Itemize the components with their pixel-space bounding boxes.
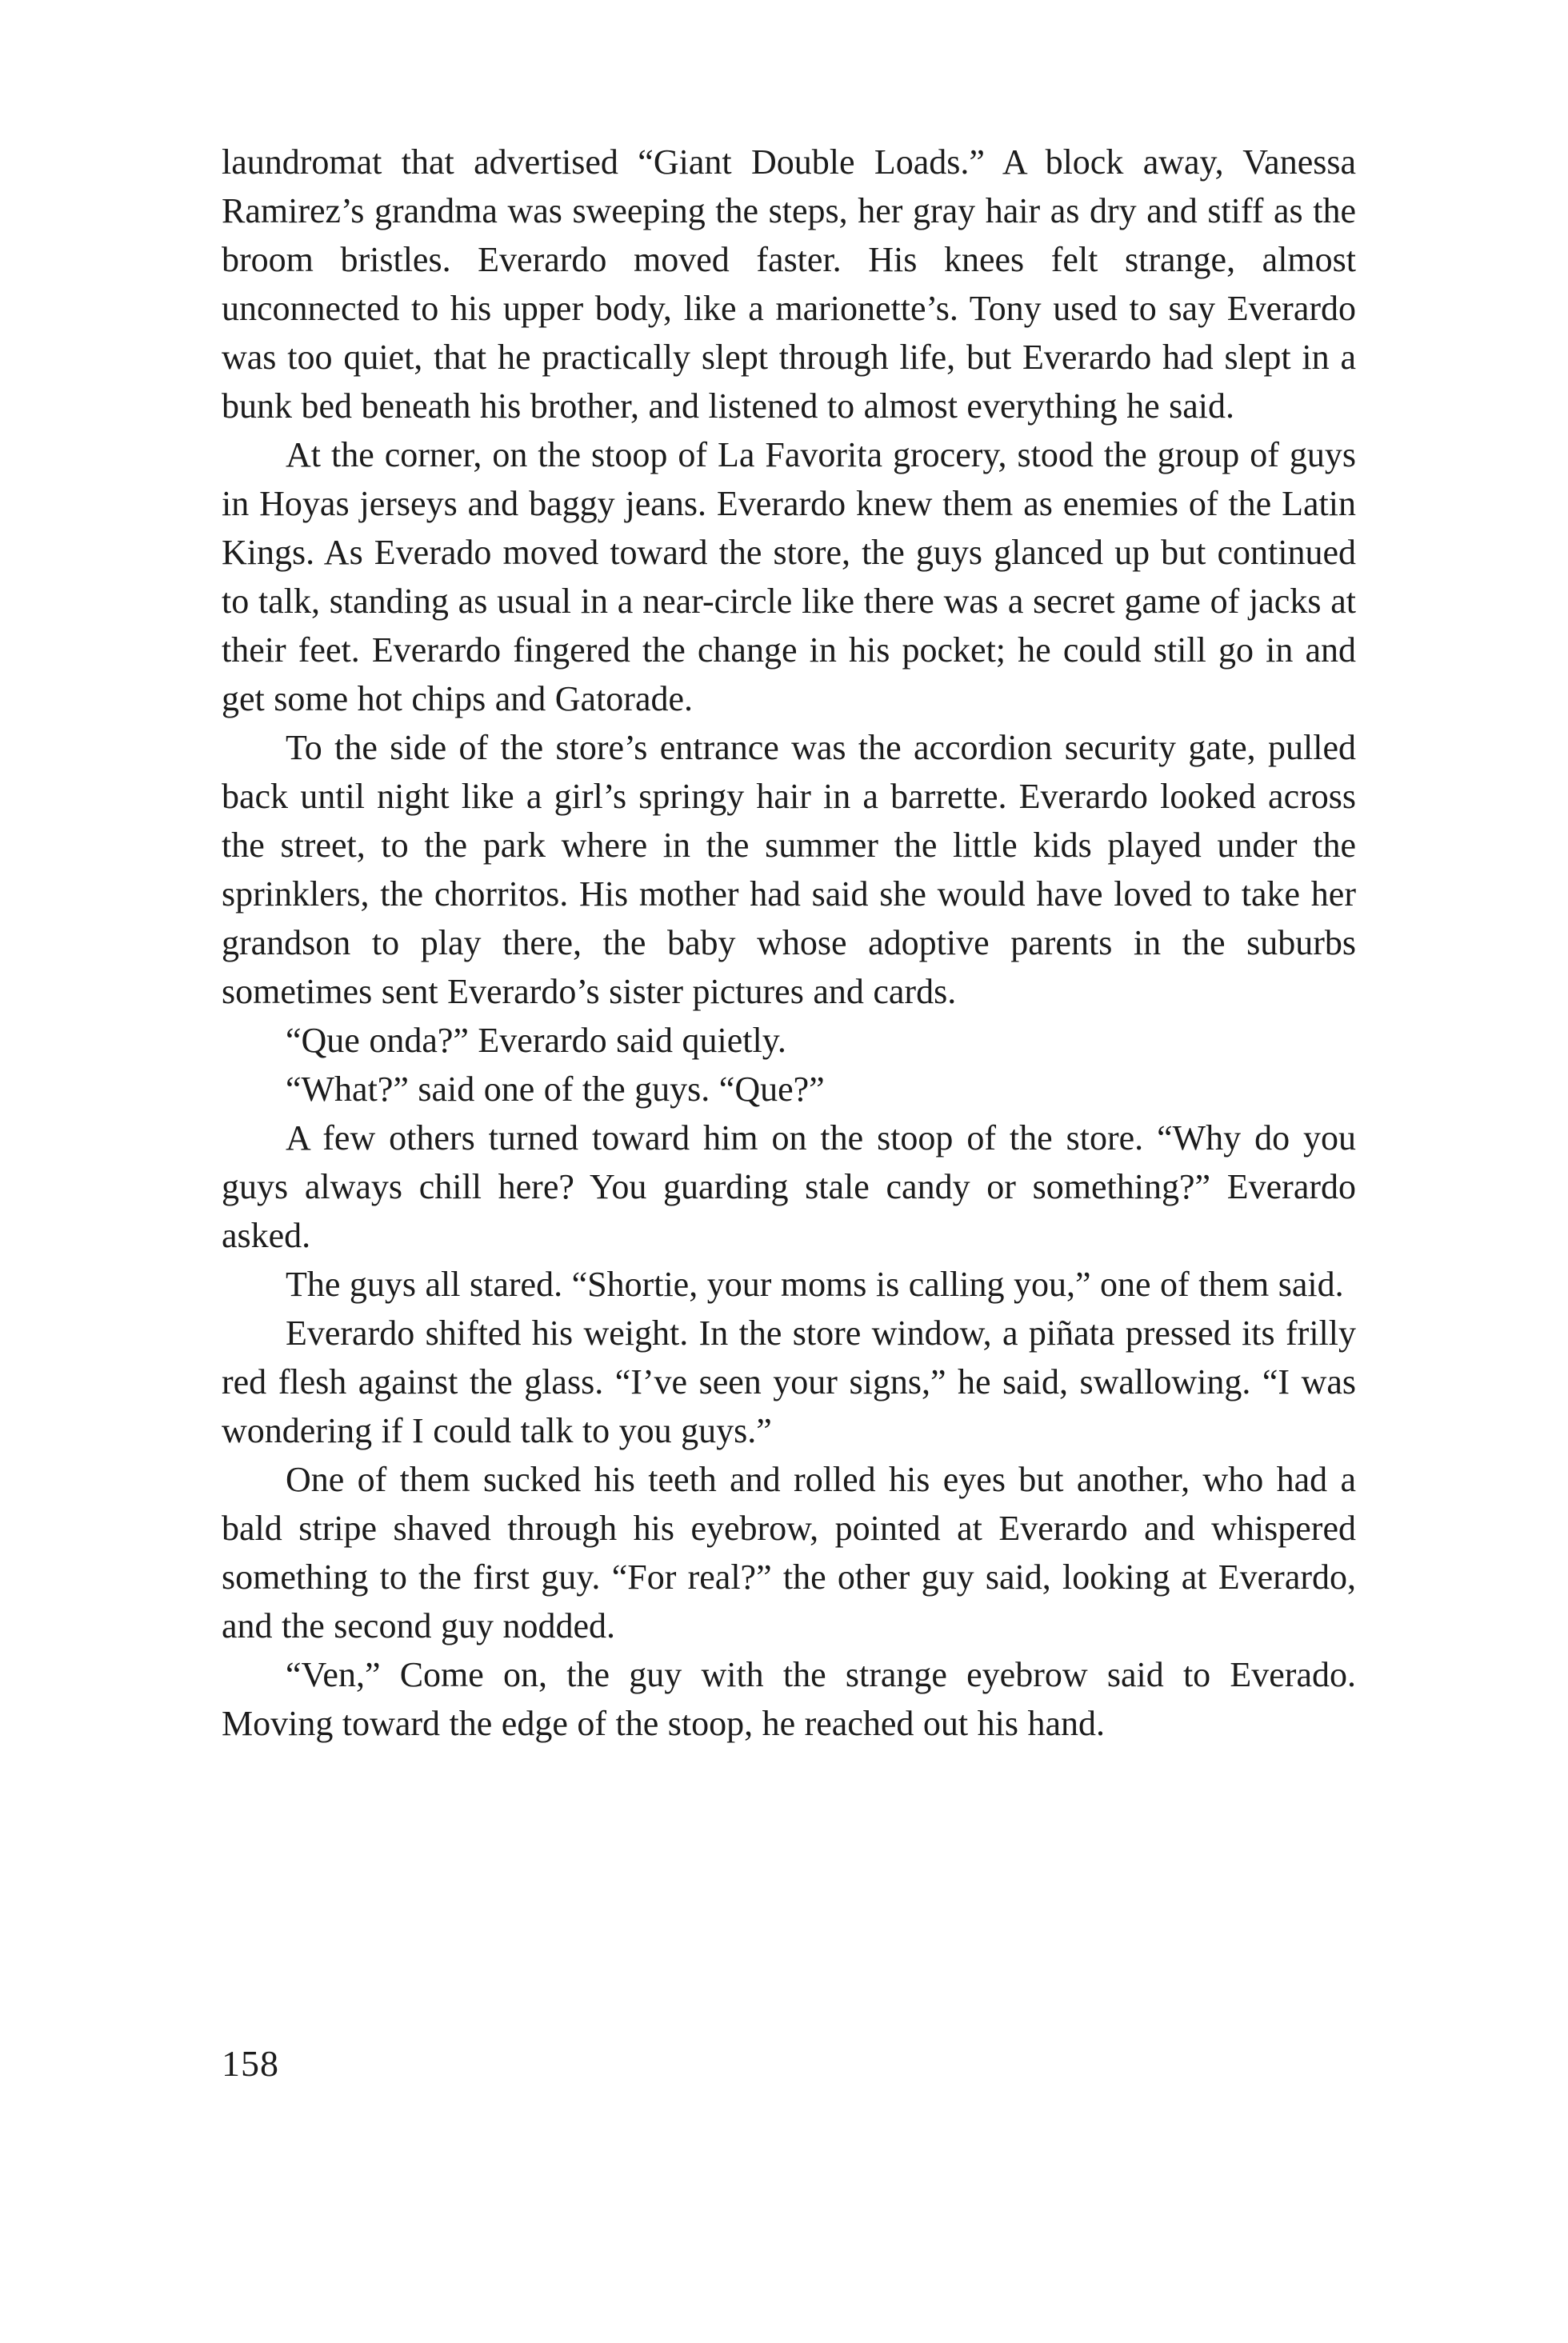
paragraph-10: “Ven,” Come on, the guy with the strange eyebrow said to Everado. Moving toward the edge of the stoop, he reached out his hand. bbox=[222, 1655, 1356, 1743]
page-number: 158 bbox=[222, 2043, 279, 2084]
paragraph-9: One of them sucked his teeth and rolled his eyes but another, who had a bald stripe shaved through his eyebrow, pointed at Everardo and whispered something to the first guy. “For real?” the other guy said, looking at Everardo, and the second guy nodded. bbox=[222, 1460, 1356, 1645]
body-text bbox=[222, 138, 1356, 1748]
paragraph-4: “Que onda?” Everardo said quietly. bbox=[286, 1021, 786, 1060]
paragraph-6: A few others turned toward him on the stoop of the store. “Why do you guys always chill here? You guarding stale candy or something?” Everardo asked. bbox=[222, 1118, 1356, 1255]
paragraph-2: At the corner, on the stoop of La Favorita grocery, stood the group of guys in Hoyas jerseys and baggy jeans. Everardo knew them as enemies of the Latin Kings. As Everado moved toward the store, the guys glanced up but continued to talk, standing as usual in a near-circle like there was a secret game of jacks at their feet. Everardo fingered the change in his pocket; he could still go in and get some hot chips and Gatorade. bbox=[222, 435, 1356, 718]
paragraph-8: Everardo shifted his weight. In the store window, a piñata pressed its frilly red flesh against the glass. “I’ve seen your signs,” he said, swallowing. “I was wondering if I could talk to you guys.” bbox=[222, 1313, 1356, 1450]
paragraph-5: “What?” said one of the guys. “Que?” bbox=[286, 1070, 825, 1109]
paragraph-1: laundromat that advertised “Giant Double Loads.” A block away, Vanessa Ramirez’s grandma was sweeping the steps, her gray hair as dry and stiff as the broom bristles. Everardo moved faster. His knees felt strange, almost unconnected to his upper body, like a marionette’s. Tony used to say Everardo was too quiet, that he practically slept through life, but Everardo had slept in a bunk bed beneath his brother, and listened to almost everything he said. bbox=[222, 142, 1356, 426]
paragraph-7: The guys all stared. “Shortie, your moms is calling you,” one of them said. bbox=[286, 1265, 1344, 1304]
paragraph-3: To the side of the store’s entrance was the accordion security gate, pulled back until night like a girl’s springy hair in a barrette. Everardo looked across the street, to the park where in the summer the little kids played under the sprinklers, the chorritos. His mother had said she would have loved to take her grandson to play there, the baby whose adoptive parents in the suburbs sometimes sent Everardo’s sister pictures and cards. bbox=[222, 728, 1356, 1011]
